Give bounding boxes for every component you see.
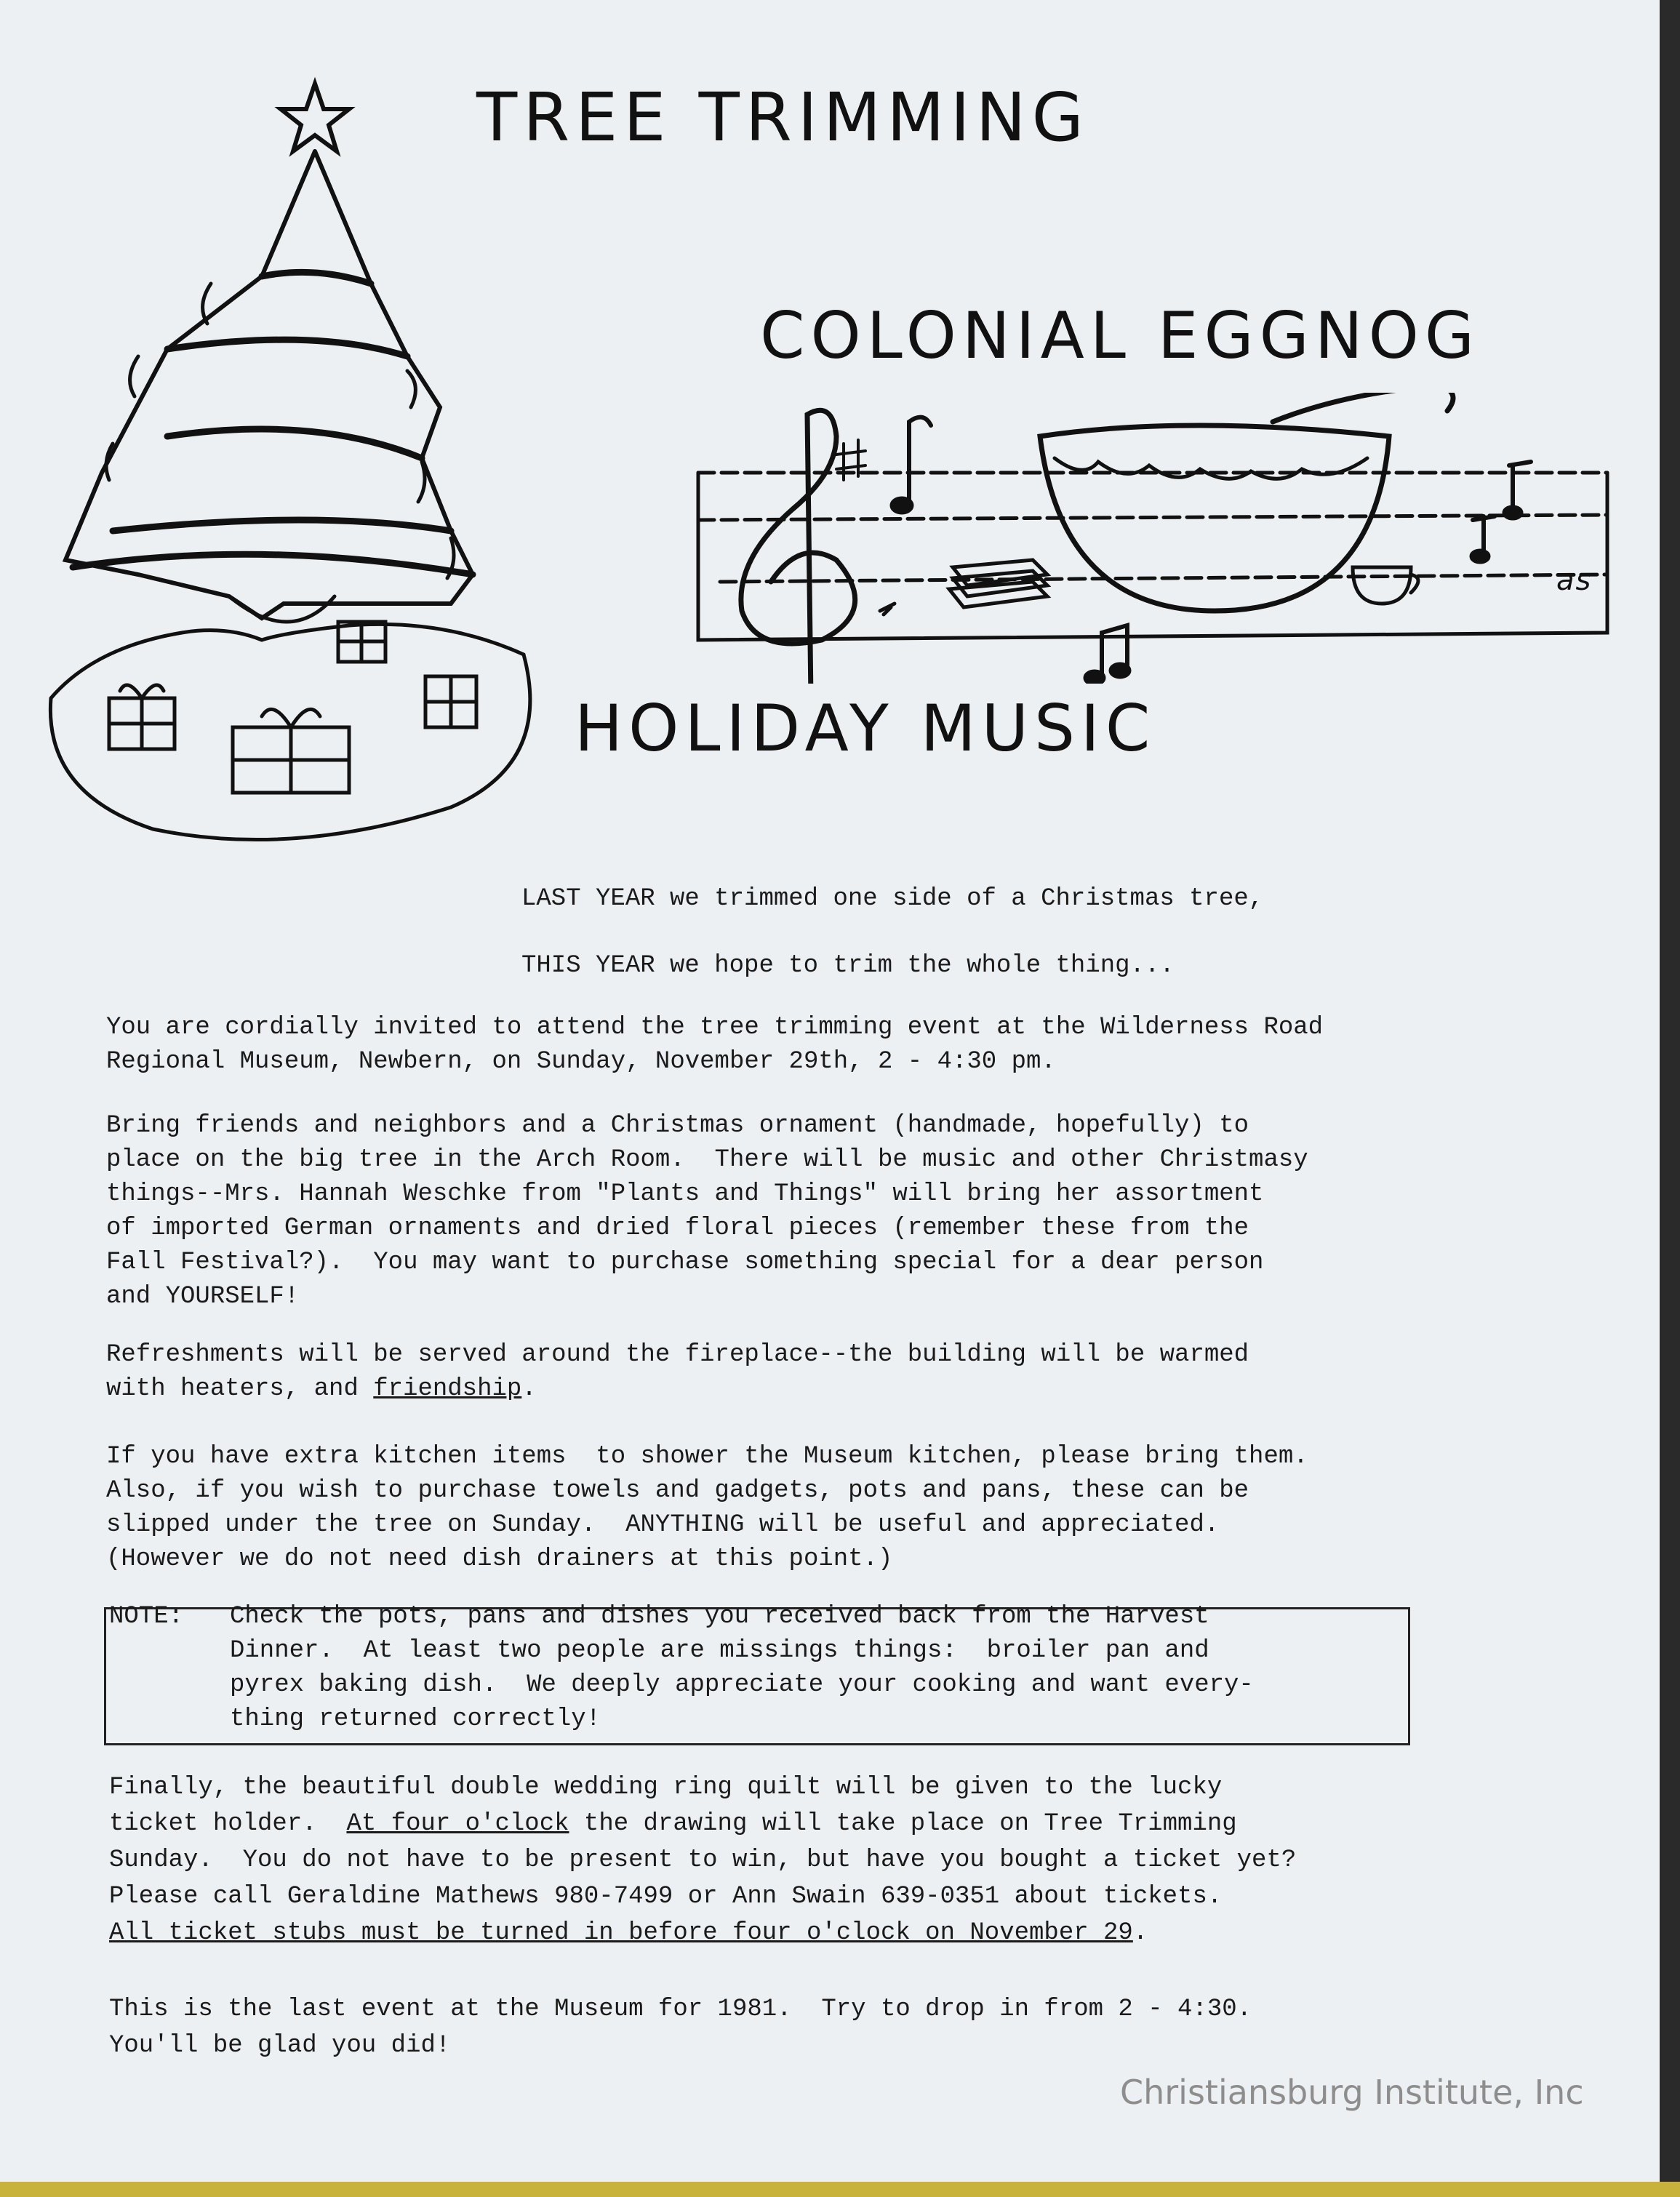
page-edge-bottom (0, 2182, 1680, 2197)
closing-line: You'll be glad you did! (109, 2032, 451, 2060)
music-note-icon (909, 417, 931, 502)
intro-line-1: LAST YEAR we trimmed one side of a Christmas tree, (521, 885, 1264, 913)
refreshments-line (106, 1372, 537, 1406)
refreshments-period: . (521, 1375, 537, 1403)
note-line: thing returned correctly! (230, 1705, 601, 1733)
invitation-line: Regional Museum, Newbern, on Sunday, November 29th, 2 - 4:30 pm. (106, 1048, 1056, 1076)
friendship-underlined: friendship (373, 1375, 522, 1403)
ornaments-line: and YOURSELF! (106, 1283, 300, 1310)
music-eggnog-illustration (691, 393, 1622, 684)
quilt-line (109, 1916, 1148, 1950)
refreshments-text: with heaters, and (106, 1375, 374, 1403)
heading-tree-trimming: TREE TRIMMING (476, 79, 1089, 156)
page-edge-shadow (1660, 0, 1680, 2197)
note-line: Check the pots, pans and dishes you received back from the Harvest (230, 1603, 1209, 1630)
ornaments-line: place on the big tree in the Arch Room. There will be music and other Christmasy (106, 1146, 1308, 1174)
note-line: Dinner. At least two people are missings things: broiler pan and (230, 1637, 1209, 1665)
ornaments-line: Fall Festival?). You may want to purchase something special for a dear person (106, 1249, 1264, 1276)
kitchen-line: slipped under the tree on Sunday. ANYTHING will be useful and appreciated. (106, 1511, 1220, 1539)
christmas-tree-illustration (44, 65, 567, 851)
quilt-text: ticket holder. (109, 1810, 347, 1838)
treble-clef-icon (741, 410, 855, 684)
ornaments-line: things--Mrs. Hannah Weschke from "Plants and Things" will bring her assortment (106, 1180, 1264, 1208)
heading-colonial-eggnog: COLONIAL EGGNOG (760, 298, 1481, 373)
quilt-line: Sunday. You do not have to be present to win, but have you bought a ticket yet? (109, 1846, 1297, 1874)
ladle-icon (1273, 393, 1453, 422)
ornaments-line: of imported German ornaments and dried floral pieces (remember these from the (106, 1214, 1249, 1242)
teacup-icon (1353, 567, 1418, 604)
closing-line: This is the last event at the Museum for 1981. Try to drop in from 2 - 4:30. (109, 1996, 1252, 2023)
artist-initials: as (1556, 564, 1593, 597)
ticket-deadline-underlined: All ticket stubs must be turned in before four o'clock on November 29 (109, 1919, 1133, 1947)
quilt-line: Please call Geraldine Mathews 980-7499 or Ann Swain 639-0351 about tickets. (109, 1883, 1223, 1910)
quilt-text: the drawing will take place on Tree Trimming (569, 1810, 1237, 1838)
note-line: pyrex baking dish. We deeply appreciate your cooking and want every- (230, 1671, 1254, 1699)
quilt-line: Finally, the beautiful double wedding ring quilt will be given to the lucky (109, 1774, 1223, 1801)
note-label: NOTE: (109, 1603, 184, 1630)
intro-line-2: THIS YEAR we hope to trim the whole thing... (521, 952, 1175, 980)
ornaments-line: Bring friends and neighbors and a Christmas ornament (handmade, hopefully) to (106, 1112, 1249, 1140)
invitation-line: You are cordially invited to attend the tree trimming event at the Wilderness Road (106, 1014, 1324, 1041)
kitchen-line: If you have extra kitchen items to shower the Museum kitchen, please bring them. (106, 1443, 1308, 1470)
four-oclock-underlined: At four o'clock (346, 1810, 569, 1838)
kitchen-line: (However we do not need dish drainers at this point.) (106, 1545, 893, 1573)
star-icon (281, 84, 349, 151)
quilt-period: . (1132, 1919, 1148, 1947)
refreshments-line: Refreshments will be served around the fireplace--the building will be warmed (106, 1341, 1249, 1369)
stacked-cards-icon (949, 560, 1047, 607)
watermark: Christiansburg Institute, Inc (1120, 2073, 1584, 2112)
heading-holiday-music: HOLIDAY MUSIC (575, 691, 1156, 766)
kitchen-line: Also, if you wish to purchase towels and gadgets, pots and pans, these can be (106, 1477, 1249, 1505)
quilt-line (109, 1807, 1237, 1841)
